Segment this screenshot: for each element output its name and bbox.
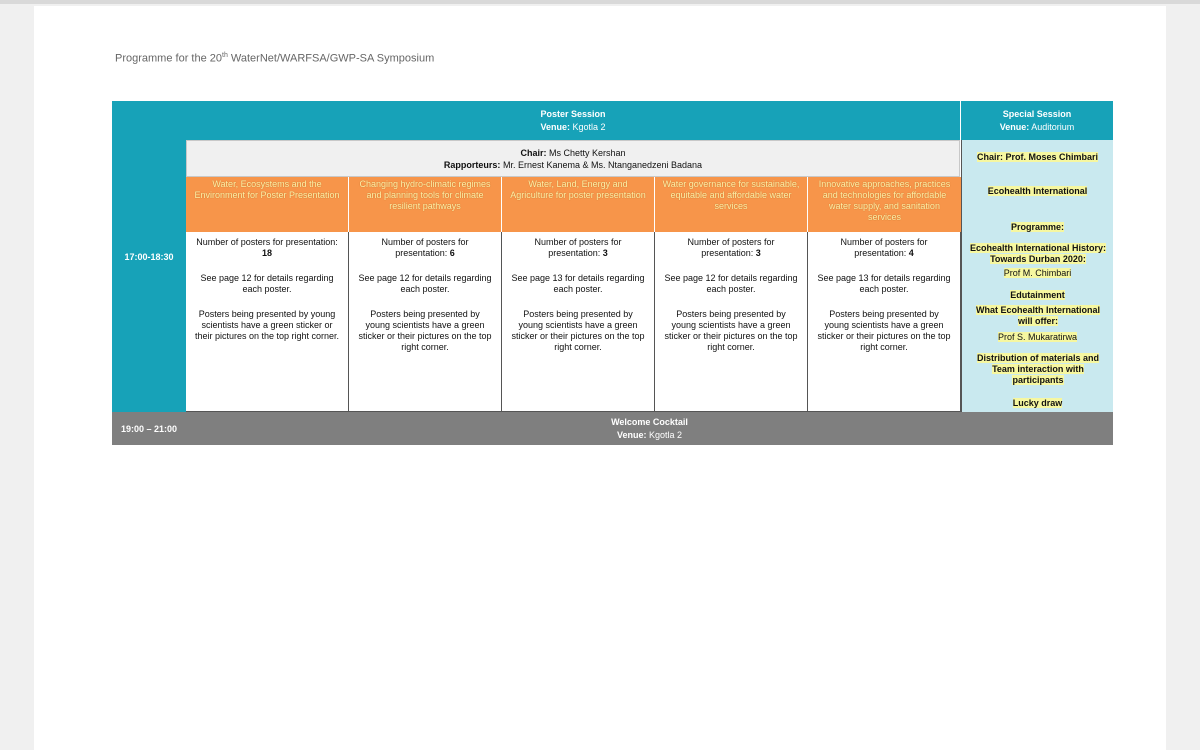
special-session-header: [961, 101, 1113, 140]
poster-count-label: Number of posters for presentation:: [687, 237, 775, 258]
poster-session-venue: Kgotla 2: [572, 121, 606, 132]
venue-label: Venue:: [540, 121, 570, 132]
header-superscript: th: [222, 52, 228, 59]
header-text: Programme for the 20: [115, 52, 222, 65]
young-scientist-note: Posters being presented by young scientists have a green sticker or their pictures on the top right corner.: [194, 309, 340, 341]
chair-name: Ms Chetty Kershan: [549, 147, 626, 158]
special-session-panel: [961, 140, 1113, 412]
poster-count-label: Number of posters for presentation:: [534, 237, 622, 258]
chair-row: [186, 140, 960, 177]
theme-body: [349, 232, 502, 412]
young-scientist-note: Posters being presented by young scientists have a green sticker or their pictures on the top right corner.: [664, 309, 798, 352]
poster-count-label: Number of posters for presentation:: [381, 237, 469, 258]
theme-body: [808, 232, 961, 412]
header-text-suffix: WaterNet/WARFSA/GWP-SA Symposium: [227, 52, 435, 65]
theme-header: [349, 177, 502, 232]
document-header: [115, 52, 434, 65]
poster-session-header: [186, 101, 960, 140]
poster-count: 3: [602, 248, 608, 258]
venue-label: Venue:: [616, 429, 647, 440]
young-scientist-note: Posters being presented by young scientists have a green sticker or their pictures on the top right corner.: [511, 309, 645, 352]
young-scientist-note: Posters being presented by young scientists have a green sticker or their pictures on the top right corner.: [817, 309, 951, 352]
details-text: See page 13 for details regarding each poster.: [817, 273, 951, 294]
chair-label: Chair:: [520, 147, 547, 158]
top-divider: [0, 0, 1200, 4]
special-chair-label: Chair:: [976, 152, 1003, 162]
theme-header: [655, 177, 808, 232]
theme-title: Changing hydro-climatic regimes and planning tools for climate resilient pathways: [359, 179, 491, 211]
special-session-venue: Auditorium: [1031, 121, 1075, 132]
poster-count: 6: [449, 248, 455, 258]
time-label-cocktail: 19:00 – 21:00: [120, 423, 178, 434]
details-text: See page 12 for details regarding each poster.: [664, 273, 798, 294]
history-title: Ecohealth International History: Towards Durban 2020:: [969, 243, 1107, 264]
edutainment-item: Edutainment: [1010, 290, 1065, 300]
theme-title: Water governance for sustainable, equitable and affordable water services: [662, 179, 800, 211]
poster-count-label: Number of posters for presentation:: [196, 237, 338, 247]
theme-title: Water, Ecosystems and the Environment for Poster Presentation: [194, 179, 340, 200]
theme-header: [502, 177, 655, 232]
time-cell-cocktail: [112, 412, 186, 445]
time-cell-poster: [112, 101, 186, 412]
programme-label: Programme:: [1010, 222, 1064, 232]
welcome-cocktail-row: [186, 412, 1113, 445]
distribution-item: Distribution of materials and Team interaction with participants: [976, 353, 1099, 385]
special-chair-name: Prof. Moses Chimbari: [1005, 152, 1099, 162]
poster-session-title: Poster Session: [540, 108, 606, 119]
theme-title: Innovative approaches, practices and technologies for affordable water supply, and sanitation services: [818, 179, 951, 222]
rapporteurs-names: Mr. Ernest Kanema & Ms. Ntanganedzeni Badana: [502, 159, 703, 170]
poster-count: 3: [755, 248, 761, 258]
theme-body: [655, 232, 808, 412]
details-text: See page 12 for details regarding each poster.: [358, 273, 492, 294]
offer-presenter: Prof S. Mukaratirwa: [997, 332, 1078, 342]
poster-count: 4: [908, 248, 914, 258]
lucky-draw-item: Lucky draw: [1012, 398, 1063, 408]
cocktail-title: Welcome Cocktail: [611, 416, 688, 427]
theme-body: [502, 232, 655, 412]
special-session-title: Special Session: [1002, 108, 1072, 119]
theme-header: [186, 177, 349, 232]
theme-body: [186, 232, 349, 412]
details-text: See page 13 for details regarding each poster.: [511, 273, 645, 294]
theme-header: [808, 177, 961, 232]
time-label-poster: 17:00-18:30: [124, 251, 174, 262]
history-presenter: Prof M. Chimbari: [1003, 268, 1072, 278]
poster-count-label: Number of posters for presentation:: [840, 237, 928, 258]
ecohealth-heading: Ecohealth International: [987, 186, 1088, 196]
cocktail-venue: Kgotla 2: [649, 429, 683, 440]
poster-count: 18: [261, 248, 272, 258]
venue-label: Venue:: [999, 121, 1030, 132]
young-scientist-note: Posters being presented by young scientists have a green sticker or their pictures on the top right corner.: [358, 309, 492, 352]
theme-title: Water, Land, Energy and Agriculture for poster presentation: [510, 179, 646, 200]
details-text: See page 12 for details regarding each poster.: [200, 273, 334, 294]
rapporteurs-label: Rapporteurs:: [443, 159, 501, 170]
offer-title: What Ecohealth International will offer:: [975, 305, 1100, 326]
